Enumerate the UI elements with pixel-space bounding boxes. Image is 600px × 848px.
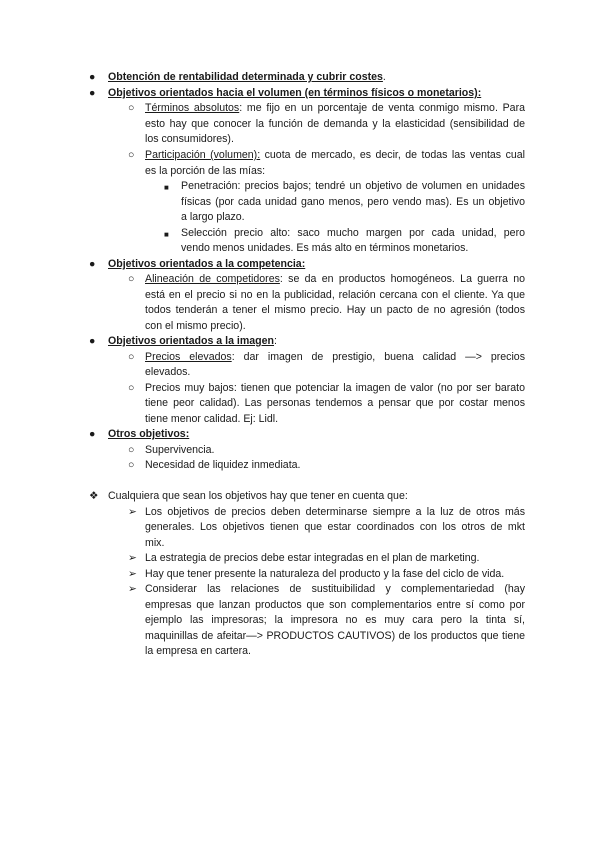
list-item: Obtención de rentabilidad determinada y cubrir costes.	[108, 71, 386, 83]
bullet-circle: ○	[128, 102, 135, 114]
list-item: Precios muy bajos: tienen que potenciar la imagen de valor (no por ser barato	[145, 382, 525, 394]
bullet-square: ■	[164, 183, 169, 192]
bullet-circle: ○	[128, 149, 135, 161]
list-item: Supervivencia.	[145, 444, 215, 456]
bullet-arrow: ➢	[128, 583, 137, 595]
list-item: Hay que tener presente la naturaleza del producto y la fase del ciclo de vida.	[145, 568, 505, 580]
list-item: Participación (volumen): cuota de mercado, es decir, de todas las ventas cual	[145, 149, 525, 161]
bullet-diamond: ❖	[89, 490, 99, 502]
section-heading: Objetivos orientados a la imagen:	[108, 335, 277, 347]
bullet-arrow: ➢	[128, 568, 137, 580]
section-heading: Otros objetivos:	[108, 428, 190, 440]
list-item: Términos absolutos: me fijo en un porcentaje de venta conmigo mismo. Para	[145, 102, 525, 114]
list-item: Los objetivos de precios deben determinarse siempre a la luz de otros más	[145, 506, 525, 518]
document-page: ● Obtención de rentabilidad determinada y cubrir costes. ● Objetivos orientados hacia el volumen (en términos físicos o monetarios): ○ Términos absolutos: me fijo en un porcentaje de venta conmigo mismo. Para esto hay que conocer la función de demanda y la elasticidad (sensibilidad de los consumidores). ○ Participación (volumen): cuota de mercado, es decir, de todas las ventas cual es la porción de las mías: ■ Penetración: precios bajos; tendré un objetivo de volumen en unidades físicas (por cada unidad gano menos, pero vendo mas). Es un objetivo a largo plazo. ■ Selección precio alto: saco mucho margen por cada unidad, pero vendo menos unidades. Es más alto en términos monetarios. ● Objetivos orientados a la competencia: ○ Alineación de competidores: se da en productos homogéneos. La guerra no está en el precio si no en la publicidad, relación cercana con el cliente. Ya que todos tenderán a tener el mismo precio. Hay un pacto de no agresión (todos con el mismo precio). ● Objetivos orientados a la imagen: ○ Precios elevados: dar imagen de prestigio, buena calidad —> precios elevados. ○ Precios muy bajos: tienen que potenciar la imagen de valor (no por ser barato tiene peor calidad). Las personas tendemos a pensar que por costar menos tiene menor calidad. Ej: Lidl. ● Otros objetivos: ○ Supervivencia. ○ Necesidad de liquidez inmediata. ❖ Cualquiera que sean los objetivos hay que tener en cuenta que: ➢ Los objetivos de precios deben determinarse siempre a la luz de otros más generales. Los objetivos tienen que estar coordinados con los otros de mkt mix. ➢ La estrategia de precios debe estar integradas en el plan de marketing. ➢ Hay que tener presente la naturaleza del producto y la fase del ciclo de vida. ➢ Considerar las relaciones de sustituibilidad y complementariedad (hay empresas que lanzan productos que son complementarios entre sí como por ejemplo las impresoras; la impresora no es muy cara pero la tinta sí, maquinillas de afeitar—> PRODUCTOS CAUTIVOS) de los productos que tiene la empresa en cartera.	[89, 71, 525, 657]
bullet-arrow: ➢	[128, 506, 137, 518]
bullet-circle: ○	[128, 273, 135, 285]
list-item: Penetración: precios bajos; tendré un objetivo de volumen en unidades	[181, 180, 525, 192]
list-item: Precios elevados: dar imagen de prestigio, buena calidad —> precios	[145, 351, 525, 363]
bullet-circle: ○	[128, 459, 135, 471]
section-heading: Objetivos orientados a la competencia:	[108, 258, 306, 270]
section-heading: Objetivos orientados hacia el volumen (en términos físicos o monetarios):	[108, 87, 482, 99]
bullet-disc: ●	[89, 87, 96, 99]
bullet-arrow: ➢	[128, 552, 137, 564]
list-item: Considerar las relaciones de sustituibilidad y complementariedad (hay	[145, 583, 525, 595]
bullet-disc: ●	[89, 71, 96, 83]
list-item: Selección precio alto: saco mucho margen por cada unidad, pero	[181, 227, 525, 239]
bullet-circle: ○	[128, 444, 135, 456]
list-item: La estrategia de precios debe estar integradas en el plan de marketing.	[145, 552, 480, 564]
bullet-disc: ●	[89, 258, 96, 270]
list-item: Necesidad de liquidez inmediata.	[145, 459, 301, 471]
bullet-circle: ○	[128, 351, 135, 363]
bullet-square: ■	[164, 230, 169, 239]
list-item: Alineación de competidores: se da en productos homogéneos. La guerra no	[145, 273, 525, 285]
bullet-disc: ●	[89, 335, 96, 347]
bullet-disc: ●	[89, 428, 96, 440]
bullet-circle: ○	[128, 382, 135, 394]
summary-intro: Cualquiera que sean los objetivos hay que tener en cuenta que:	[108, 490, 408, 502]
